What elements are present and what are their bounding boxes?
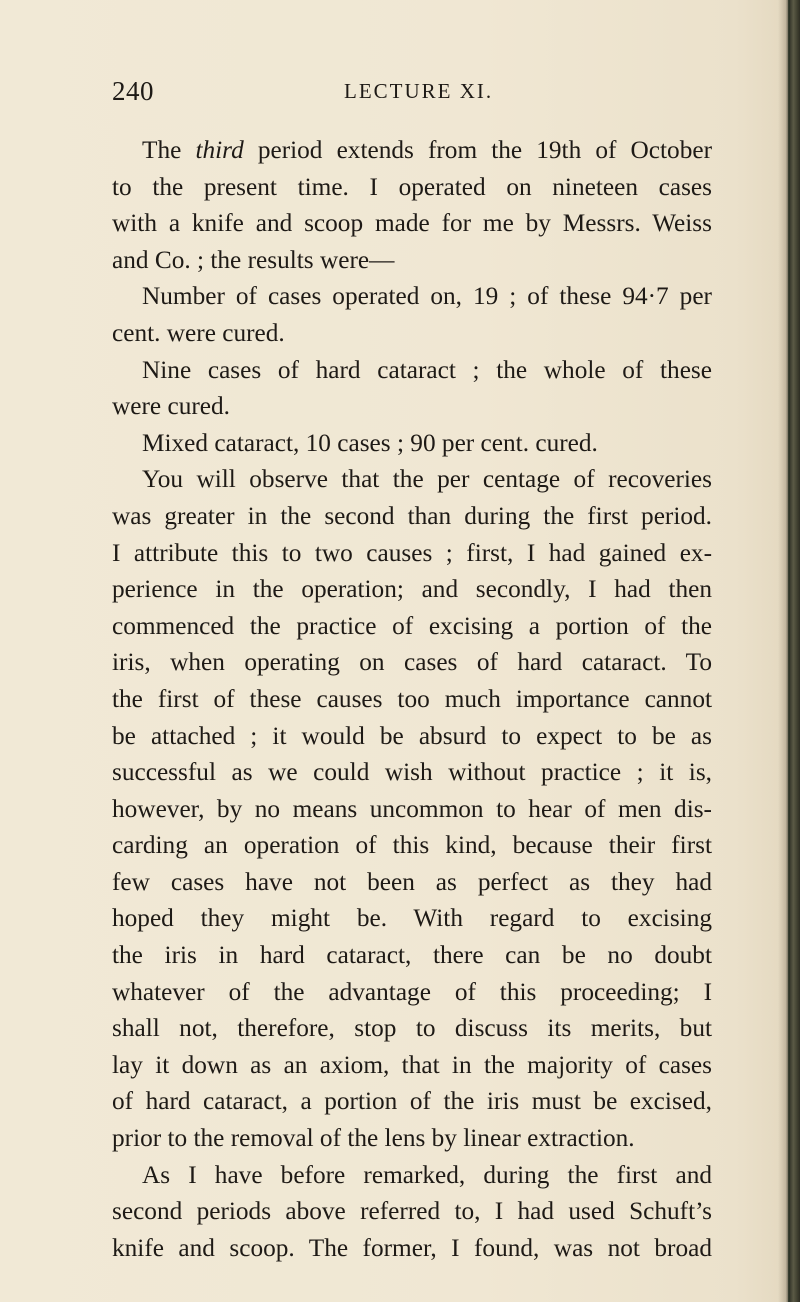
text-segment: second periods above referred to, I had used Schuft’s [112,1197,712,1226]
text-segment: shall not, therefore, stop to discuss its merits, but [112,1014,712,1043]
text-line [112,718,712,755]
italic-text: third [195,136,244,164]
text-line [112,352,712,389]
text-segment: whatever of the advantage of this proceeding; I [112,977,712,1006]
text-line [112,1047,712,1084]
text-line [112,900,712,937]
page-number: 240 [112,76,154,106]
text-segment: the iris in hard cataract, there can be no doubt [112,941,712,970]
body-text [112,132,712,1266]
text-line [112,1230,712,1267]
text-line [112,1120,712,1157]
text-line [112,425,712,462]
text-line [112,1193,712,1230]
text-line [112,388,712,425]
text-segment: of hard cataract, a portion of the iris must be excised, [112,1087,712,1116]
text-line [112,498,712,535]
text-segment: Number of cases operated on, 19 ; of these 94·7 per [142,282,712,311]
text-line [112,681,712,718]
text-segment: You will observe that the per centage of recoveries [142,465,712,494]
text-line [112,608,712,645]
text-segment: I attribute this to two causes ; first, I had gained ex- [112,538,712,567]
text-line [112,278,712,315]
paragraph [112,132,712,278]
text-segment: lay it down as an axiom, that in the majority of cases [112,1050,712,1079]
text-line [112,827,712,864]
running-head: LECTURE XI. [344,79,494,103]
paragraph [112,425,712,462]
text-line [112,535,712,572]
text-segment: prior to the removal of the lens by linear extraction. [112,1124,635,1153]
text-segment: The [142,136,196,164]
text-line [112,1157,712,1194]
text-segment: commenced the practice of excising a portion of the [112,611,712,640]
text-line [112,974,712,1011]
text-segment: be attached ; it would be absurd to expect to be as [112,721,712,750]
text-segment: Nine cases of hard cataract ; the whole of these [142,355,712,384]
paragraph [112,352,712,425]
text-segment: were cured. [112,392,230,421]
text-line [112,1083,712,1120]
text-segment: the first of these causes too much importance cannot [112,684,712,713]
text-line [112,864,712,901]
paragraph [112,278,712,351]
page-edge-line [788,0,790,1302]
text-line [112,169,712,206]
text-line [112,132,712,169]
paragraph [112,1157,712,1267]
paragraph [112,461,712,1156]
text-segment: to the present time. I operated on nineteen cases [112,172,712,201]
text-segment: period extends from the 19th of October [243,136,712,164]
text-line [112,205,712,242]
text-line [112,242,712,279]
text-segment: iris, when operating on cases of hard cataract. To [112,648,712,677]
text-segment: knife and scoop. The former, I found, was not broad [112,1233,712,1262]
text-segment: was greater in the second than during the first period. [112,501,712,530]
text-segment: perience in the operation; and secondly, I had then [112,575,712,604]
text-segment: cent. were cured. [112,318,285,347]
text-line [112,644,712,681]
text-segment: Mixed cataract, 10 cases ; 90 per cent. cured. [142,428,598,457]
text-line [112,754,712,791]
text-line [112,937,712,974]
text-line [112,461,712,498]
text-segment: and Co. ; the results were— [112,245,395,274]
text-segment: successful as we could wish without practice ; it is, [112,758,712,787]
text-segment: with a knife and scoop made for me by Messrs. Weiss [112,209,712,238]
page-header [112,76,712,116]
text-line [112,571,712,608]
text-line [112,791,712,828]
text-segment: few cases have not been as perfect as they had [112,867,712,896]
text-line [112,1010,712,1047]
text-segment: As I have before remarked, during the first and [142,1160,712,1189]
text-segment: however, by no means uncommon to hear of men dis- [112,794,712,823]
text-line [112,315,712,352]
text-segment: hoped they might be. With regard to excising [112,904,712,933]
text-segment: carding an operation of this kind, because their first [112,831,712,860]
